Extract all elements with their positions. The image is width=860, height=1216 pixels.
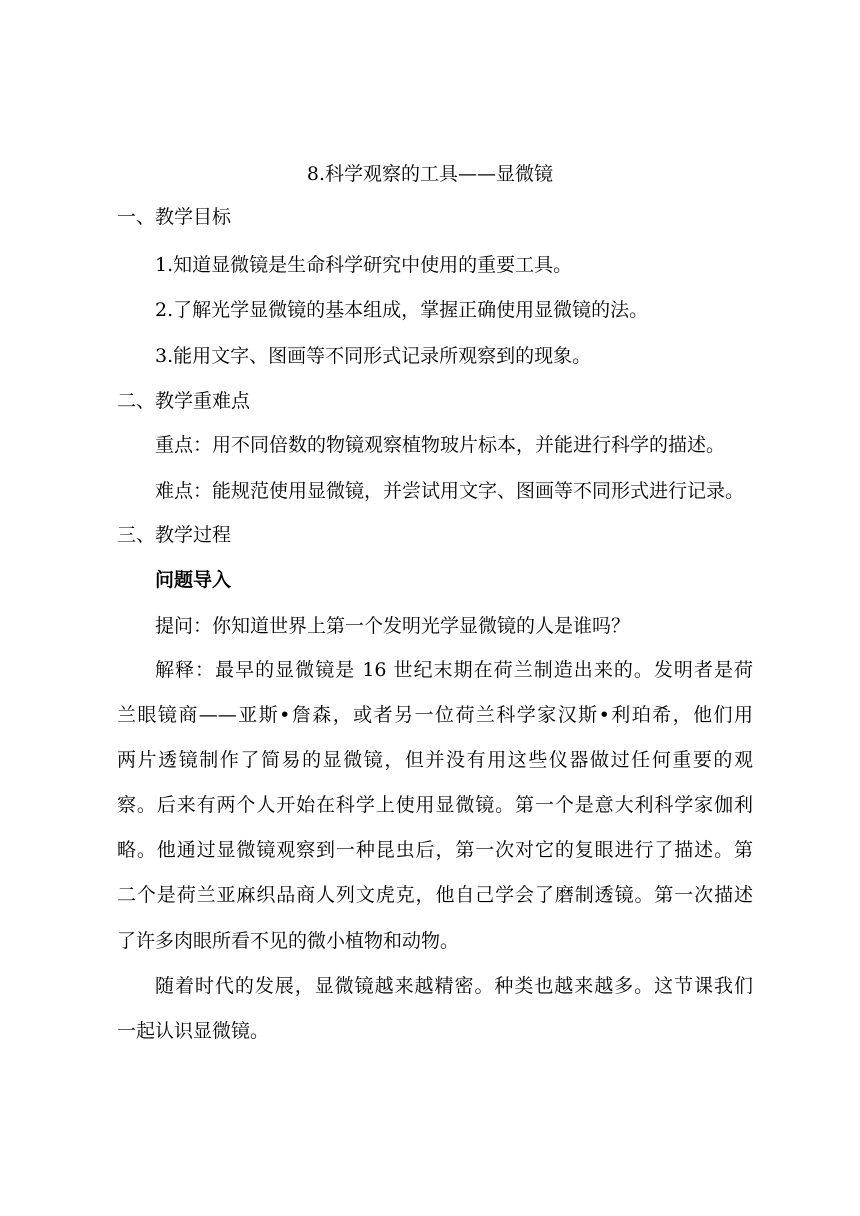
section-heading-objectives: 一、教学目标: [117, 206, 232, 228]
explanation-line: 了许多肉眼所看不见的微小植物和动物。: [117, 930, 460, 952]
explanation-line: 察。后来有两个人开始在科学上使用显微镜。第一个是意大利科学家伽利: [117, 794, 753, 816]
explanation-line: 二个是荷兰亚麻织品商人列文虎克，他自己学会了磨制透镜。第一次描述: [117, 884, 753, 906]
difficult-point: 难点：能规范使用显微镜，并尝试用文字、图画等不同形式进行记录。: [155, 480, 745, 502]
objective-item-3: 3.能用文字、图画等不同形式记录所观察到的现象。: [155, 345, 592, 367]
section-heading-key-points: 二、教学重难点: [117, 390, 251, 412]
closing-line: 一起认识显微镜。: [117, 1020, 270, 1042]
objective-item-2: 2.了解光学显微镜的基本组成，掌握正确使用显微镜的法。: [155, 299, 649, 321]
subheading-intro: 问题导入: [155, 569, 232, 591]
key-point: 重点：用不同倍数的物镜观察植物玻片标本，并能进行科学的描述。: [155, 434, 726, 456]
page-title: 8.科学观察的工具——显微镜: [306, 163, 554, 185]
explanation-line: 解释：最早的显微镜是 16 世纪末期在荷兰制造出来的。发明者是荷: [155, 659, 753, 681]
explanation-line: 兰眼镜商——亚斯•詹森，或者另一位荷兰科学家汉斯•利珀希，他们用: [117, 704, 753, 726]
explanation-line: 略。他通过显微镜观察到一种昆虫后，第一次对它的复眼进行了描述。第: [117, 839, 753, 861]
closing-line: 随着时代的发展，显微镜越来越精密。种类也越来越多。这节课我们: [155, 975, 753, 997]
section-heading-process: 三、教学过程: [117, 524, 232, 546]
explanation-line: 两片透镜制作了简易的显微镜，但并没有用这些仪器做过任何重要的观: [117, 749, 753, 771]
objective-item-1: 1.知道显微镜是生命科学研究中使用的重要工具。: [155, 254, 573, 276]
question-paragraph: 提问：你知道世界上第一个发明光学显微镜的人是谁吗？: [155, 615, 631, 637]
